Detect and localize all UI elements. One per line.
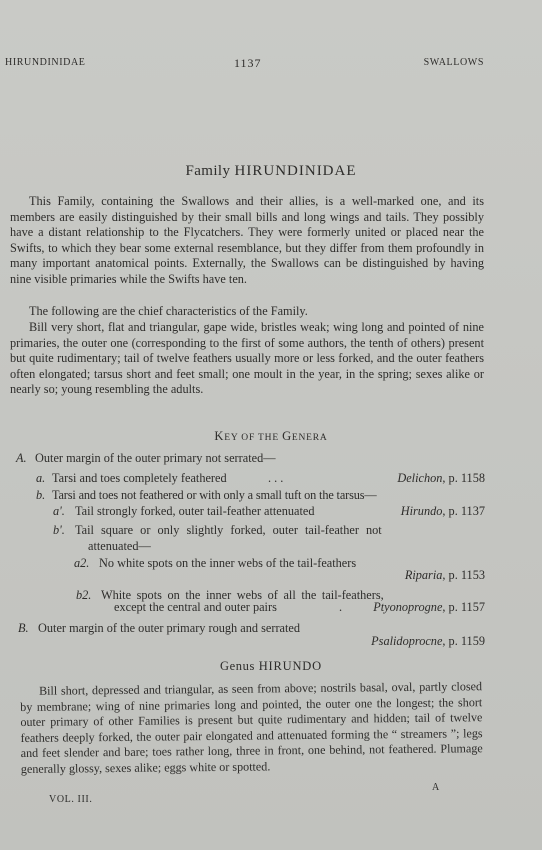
key-line-a: [0, 471, 542, 487]
genus-heading: [0, 659, 542, 674]
running-head: [5, 57, 484, 71]
intro-paragraph-3-text: Bill very short, flat and triangular, gape wide, bristles weak; wing long and pointed of nine primaries, the outer one (corresponding to the first of some authors, the tenth of others) present but quite rudimentary; tail of twelve feathers usually more or less forked, and the outer feathers often elongated; tarsus short and feet small; one moult in the year, in the spring; sexes alike or nearly so; young resembling the adults.: [10, 320, 484, 397]
intro-paragraph-1: [10, 194, 484, 288]
genus-delichon: Delichon: [397, 471, 443, 485]
key-heading-ey: EY OF THE: [224, 433, 283, 443]
intro-paragraph-1-text: This Family, containing the Swallows and their allies, is a well-marked one, and its members are easily distinguished by their small bills and long wings and tails. They possibly have a distant relationship to the Flycatchers. They were formerly united or placed near the Swifts, to which they bear some external resemblance, but they differ from them profoundly in many important anatomical points. Externally, the Swallows can be distinguished by having nine visible primaries while the Swifts have ten.: [10, 194, 484, 286]
key-ref-delichon: [397, 471, 485, 486]
key-ref-ptyonoprogne: [373, 600, 485, 615]
key-label-b2: b2.: [76, 588, 92, 602]
family-heading-prefix: Family: [185, 163, 235, 179]
key-leader-a: . . .: [268, 471, 284, 485]
running-head-family: HIRUNDINIDAE: [5, 57, 86, 68]
key-text-b1: Tail square or only slightly forked, outer tail-feather not: [75, 523, 382, 537]
key-label-b: b.: [36, 488, 46, 502]
genus-psalidoprocne: Psalidoprocne: [371, 634, 443, 648]
key-label-a: a.: [36, 471, 46, 485]
page-ref-hirundo: , p. 1137: [442, 504, 485, 518]
key-text-a1: Tail strongly forked, outer tail-feather attenuated: [75, 504, 315, 518]
key-label-A: A.: [16, 451, 27, 465]
key-line-a2-ref: [0, 568, 542, 584]
footer-signature: A: [432, 782, 440, 793]
key-line-b: [0, 488, 542, 504]
key-text-a: Tarsi and toes completely feathered: [52, 471, 227, 485]
key-text-a2: No white spots on the inner webs of the tail-feathers: [99, 556, 357, 570]
key-ref-psalidoprocne: [371, 634, 485, 649]
key-line-A: [0, 451, 542, 467]
intro-paragraph-3: [10, 320, 484, 398]
genus-hirundo: Hirundo: [400, 504, 443, 518]
key-text-b2-cont: except the central and outer pairs: [114, 600, 277, 614]
key-text-b1-cont: attenuated—: [88, 539, 151, 553]
key-text-b: Tarsi and toes not feathered or with only a small tuft on the tarsus—: [52, 488, 377, 502]
page-ref-ptyonoprogne: , p. 1157: [442, 600, 485, 614]
key-line-b2-cont: [0, 600, 542, 616]
genus-riparia: Riparia: [404, 568, 443, 582]
key-ref-riparia: [405, 568, 485, 583]
family-heading-name: HIRUNDINIDAE: [234, 163, 357, 179]
key-line-a1: [0, 504, 542, 520]
genus-description-text: Bill short, depressed and triangular, as seen from above; nostrils basal, oval, partly closed by membrane; wing of nine primaries long and pointed, the outer one the longest; the short outer primary of other Families is present but quite rudimentary and hidden; tail of twelve feathers deeply forked, the outer pair elongated and attenuated forming the “ streamers ”; legs and feet slender and bare; toes rather long, three in front, one behind, not feathered. Plumage generally glossy, sexes alike; eggs white or spotted.: [20, 679, 483, 776]
key-label-a2: a2.: [74, 556, 90, 570]
page-ref-riparia: , p. 1153: [442, 568, 485, 582]
key-ref-hirundo: [401, 504, 485, 519]
key-line-b1: [0, 523, 542, 539]
key-heading: [0, 429, 542, 444]
key-heading-k: K: [214, 429, 225, 443]
page-number: 1137: [234, 56, 262, 70]
intro-paragraph-2: [10, 304, 484, 320]
key-leader-b2: .: [339, 600, 343, 614]
key-heading-enera: ENERA: [291, 433, 328, 443]
genus-ptyonoprogne: Ptyonoprogne: [373, 600, 443, 614]
key-label-b1: b'.: [53, 523, 65, 537]
key-label-a1: a'.: [53, 504, 65, 518]
genus-description: [20, 679, 483, 777]
running-head-common-name: SWALLOWS: [423, 57, 484, 68]
key-label-B: B.: [18, 621, 29, 635]
family-heading: [0, 163, 542, 180]
key-heading-g: G: [282, 429, 292, 443]
page-ref-delichon: , p. 1158: [442, 471, 485, 485]
key-line-b1-cont: [0, 539, 542, 555]
footer-volume: VOL. III.: [49, 794, 93, 805]
intro-paragraph-2-text: The following are the chief characteristics of the Family.: [29, 304, 308, 318]
key-text-A: Outer margin of the outer primary not serrated—: [35, 451, 276, 465]
key-text-b2: White spots on the inner webs of all the tail-feathers,: [101, 588, 384, 602]
page-ref-psalidoprocne: , p. 1159: [442, 634, 485, 648]
key-line-B-ref: [0, 634, 542, 650]
genus-heading-prefix: Genus: [220, 659, 259, 673]
genus-heading-name: HIRUNDO: [258, 659, 322, 673]
key-text-B: Outer margin of the outer primary rough and serrated: [38, 621, 301, 635]
